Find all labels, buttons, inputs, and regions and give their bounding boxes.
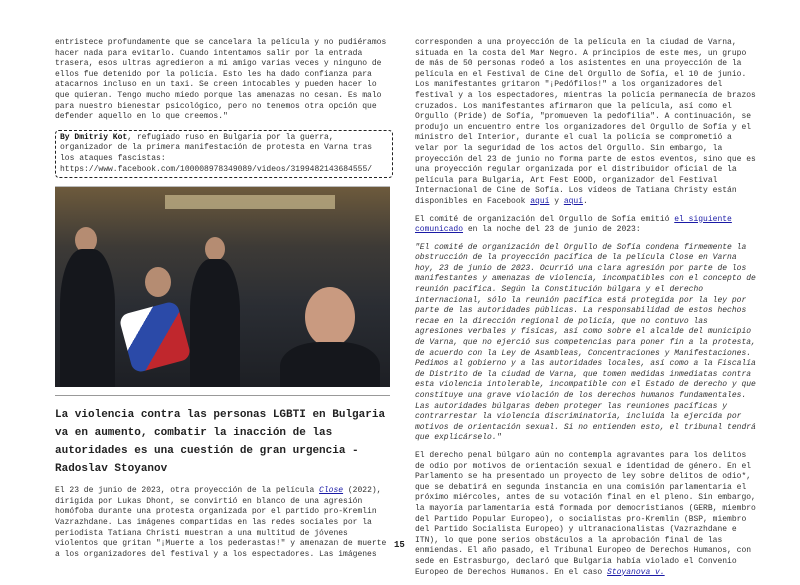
stoyanova-case-link[interactable]: Stoyanova v. bbox=[607, 567, 665, 577]
section-heading: La violencia contra las personas LGBTI en Bulgaria va en aumento, combatir la inacción de las autoridades es una cuestión de gran urgencia - Radoslav Stoyanov bbox=[55, 409, 386, 476]
paragraph bbox=[415, 451, 758, 578]
text: El 23 de junio de 2023, otra proyección de la película bbox=[55, 486, 320, 496]
paragraph: entristece profundamente que se cancelara la película y no pudiéramos hacer nada para evitarlo. Cuando intentamos salir por la entrada trasera, esos ultras agredieron a mi amigo varias veces y ninguno de ellos fue detenido por la policía. Esto les ha dado confianza para atacarnos incluso en un taxi. Se creen intocables y pueden hacer lo que quieran. Tengo mucho miedo porque las amenazas no cesan. Es malo para nuestro bienestar psicológico, pero no tenemos otra opción que defender aquello en lo que creemos." bbox=[55, 38, 387, 122]
text: y bbox=[549, 196, 564, 206]
text: (2022), dirigida por Lukas Dhont, se convirtió en blanco de una agresión homófoba durante una protesta organizada por el partido pro-Kremlin Vazrazhdane. Las imágenes compartidas en las redes sociales por la periodista Tatiana Christi muestran a una multitud de jóvenes violentos que gritan "¡Muerte a los pederastas!" y amenazan de muerte a los organizadores del festival y a los espectadores. Las imágenes bbox=[55, 486, 387, 559]
statement-link[interactable]: el siguiente comunicado bbox=[415, 214, 732, 235]
aqui-link-2[interactable]: aquí bbox=[563, 196, 584, 206]
credit-box bbox=[55, 130, 393, 178]
close-film-link[interactable]: Close bbox=[319, 486, 344, 496]
text: . bbox=[583, 196, 588, 206]
paragraph bbox=[415, 215, 758, 236]
quoted-statement: "El comité de organización del Orgullo de Sofía condena firmemente la obstrucción de la proyección pacífica de la película Close en Varna hoy, 23 de junio de 2023. Ocurrió una clara agresión por parte de los manifestantes y amenazas de violencia, incompatibles con el concepto de reunión pacífica. Según la Constitución búlgara y el derecho internacional, sólo la reunión pacífica está protegida por la ley por parte de las autoridades públicas. La responsabilidad de estos hechos recae en la dirección regional de policía, que no contuvo las agresiones verbales y físicas, así como sobre el alcalde del municipio de Varna, que no ejerció sus competencias para poner fin a la protesta, de acuerdo con la Ley de Asambleas, Concentraciones y Manifestaciones. Pedimos al gobierno y a las autoridades locales, así como a la Fiscalía de Distrito de la ciudad de Varna, que tomen medidas inmediatas contra esta violencia intolerable, incompatible con el Estado de derecho y que constituye una grave violación de los derechos humanos fundamentales. Las autoridades búlgaras deben proteger las reuniones pacíficas y contrarrestar la violencia discriminatoria, incluida la ejercida por motivos de orientación sexual. Si no entienden esto, el tribunal tendrá que explicárselo." bbox=[415, 242, 756, 443]
credit-text: , refugiado ruso en Bulgaria por la guerra, organizador de la primera manifestación de protesta en Varna tras los ataques fascistas: bbox=[60, 132, 373, 163]
storefront-sign bbox=[165, 195, 335, 209]
protest-photo bbox=[55, 186, 390, 387]
flag bbox=[118, 300, 191, 373]
text: corresponden a una proyección de la película en la ciudad de Varna, situada en la costa del Mar Negro. A principios de este mes, un grupo de más de 50 personas rodeó a los asistentes en una proyección de la película en el Festival de Cine del Orgullo de Sofía, el 10 de junio. Los manifestantes gritaron "¡Pedófilos!" a los organizadores del festival y a los espectadores, mientras la policía permanecía de brazos cruzados. Los manifestantes afirmaron que la película, así como el Orgullo (Pride) de Sofía, "promueven la pedofilia". A continuación, se produjo un encuentro entre los organizadores del Orgullo de Sofía y el ministro del Interior, durante el cual la policía se comprometió a velar por la seguridad de los actos del Orgullo. Sin embargo, la proyección del 23 de junio no forma parte de estos eventos, sino que es una proyección regular organizada por el distribuidor oficial de la película para Bulgaria, Art Fest EOOD, organizador del Festival Internacional de Cine de Sofía. Los vídeos de Tatiana Christy están disponibles en Facebook bbox=[415, 38, 756, 206]
credit-url: https://www.facebook.com/100008978349089/videos/3199482143684555/ bbox=[60, 164, 373, 174]
text: en la noche del 23 de junio de 2023: bbox=[463, 225, 641, 235]
aqui-link-1[interactable]: aquí bbox=[530, 196, 550, 206]
credit-author: By Dmitriy Kot bbox=[60, 132, 128, 142]
divider bbox=[55, 395, 390, 396]
person bbox=[60, 249, 115, 387]
text: El comité de organización del Orgullo de Sofía emitió bbox=[415, 214, 675, 224]
paragraph bbox=[415, 38, 758, 208]
left-column bbox=[55, 38, 393, 567]
person bbox=[145, 267, 171, 297]
paragraph bbox=[55, 486, 393, 560]
text: El derecho penal búlgaro aún no contempla agravantes para los delitos de odio por motivos de orientación sexual e identidad de género. En el Parlamento se ha presentado un proyecto de ley sobre delitos de odio*, que se debatirá en segunda instancia en una comisión parlamentaria el próximo miércoles, antes de su votación final en el pleno. Sin embargo, la mayoría parlamentaria está formada por democristianos (GERB, miembro del Partido Popular Europeo), o socialistas pro-Kremlin (BSP, miembro del Partido Socialista Europeo) y ultranacionalistas (Vazrazhdane e ITN), lo que pone serios obstáculos a la aprobación final de las enmiendas. El año pasado, el Tribunal Europeo de Derechos Humanos, con sede en Estrasburgo, declaró que Bulgaria había violado el Convenio Europeo de Derechos Humanos. En el caso bbox=[415, 450, 756, 577]
person bbox=[305, 287, 355, 347]
person bbox=[280, 342, 380, 387]
person bbox=[205, 237, 225, 261]
right-column bbox=[415, 38, 758, 585]
person bbox=[190, 259, 240, 387]
page-number: 15 bbox=[394, 540, 405, 550]
